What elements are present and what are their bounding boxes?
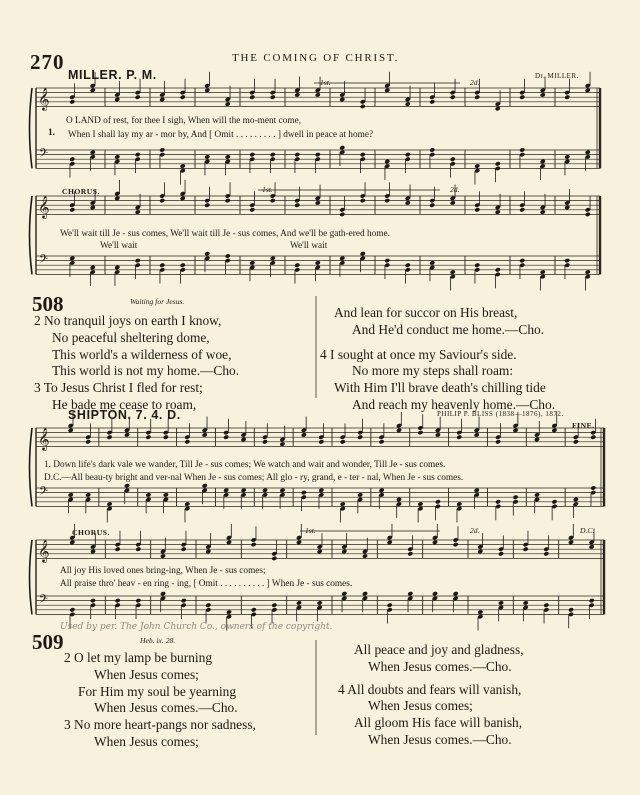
bass-clef: 𝄢: [39, 485, 48, 502]
note-head: [296, 600, 302, 605]
chorus-lyric-bass: We'll wait: [100, 241, 138, 251]
first-ending-label: 1st.: [320, 78, 331, 87]
tune-title: SHIPTON. 7. 4. D.: [68, 408, 181, 422]
note-head: [294, 203, 300, 208]
note-head: [159, 263, 165, 268]
second-ending-label: 2d.: [470, 526, 480, 535]
verse-line: 3 No more heart-pangs nor sadness,: [64, 717, 256, 733]
verse-line: This world's a wilderness of woe,: [52, 346, 232, 362]
note-head: [534, 492, 540, 497]
note-head: [180, 196, 186, 201]
handwritten-note: Used by per. The John Church Co., owners of the copyright.: [60, 622, 333, 632]
composer-credit: Dr. MILLER.: [535, 72, 579, 80]
note-head: [68, 428, 74, 433]
lyric-line: 1. Down life's dark vale we wander, Till Je - sus comes; We watch and wait and wonder, Till Je - sus comes.: [44, 460, 446, 470]
verse-line: And He'd conduct me home.—Cho.: [352, 321, 545, 337]
note-head: [456, 501, 462, 506]
note-head: [225, 198, 231, 203]
note-head: [135, 598, 141, 603]
note-head: [495, 209, 501, 214]
note-head: [384, 88, 390, 93]
note-head: [90, 598, 96, 603]
note-head: [159, 198, 165, 203]
note-head: [114, 265, 120, 270]
note-head: [568, 607, 574, 612]
treble-clef: 𝄞: [38, 87, 50, 111]
note-head: [341, 549, 347, 554]
hymn-509-verses-left: [64, 650, 256, 751]
note-head: [407, 591, 413, 596]
note-head: [589, 598, 595, 603]
note-head: [396, 428, 402, 433]
note-head: [315, 152, 321, 157]
note-head: [301, 432, 307, 437]
verse-line: And lean for succor on His breast,: [334, 305, 518, 320]
note-head: [301, 490, 307, 495]
note-head: [534, 437, 540, 442]
note-head: [417, 430, 423, 435]
note-head: [360, 198, 366, 203]
note-head: [181, 598, 187, 603]
note-head: [249, 207, 255, 212]
note-head: [223, 435, 229, 440]
note-head: [318, 488, 324, 493]
verse-line: 2 O let my lamp be burning: [64, 650, 213, 665]
verse-line: 4 All doubts and fears will vanish,: [338, 681, 522, 697]
note-head: [362, 591, 368, 596]
note-head: [519, 258, 525, 263]
note-head: [241, 488, 247, 493]
note-head: [124, 432, 130, 437]
brace: [30, 196, 33, 274]
note-head: [135, 209, 141, 214]
note-head: [340, 439, 346, 444]
lyric-line: D.C.—All beau-ty bright and ver-nal When Je - sus comes; All glo - ry, grand, e - ter - nal, When Je - sus comes.: [44, 473, 464, 483]
note-head: [429, 99, 435, 104]
note-head: [564, 205, 570, 210]
note-head: [339, 256, 345, 261]
note-head: [180, 95, 186, 100]
note-head: [417, 501, 423, 506]
note-head: [270, 198, 276, 203]
note-head: [379, 488, 385, 493]
note-head: [225, 101, 231, 106]
verse-line: 3 To Jesus Christ I fled for rest;: [34, 380, 203, 396]
note-head: [317, 600, 323, 605]
note-head: [163, 435, 169, 440]
note-head: [477, 609, 483, 614]
note-head: [145, 492, 151, 497]
fine-mark: FINE.: [572, 421, 595, 430]
note-head: [429, 147, 435, 152]
note-head: [519, 207, 525, 212]
note-head: [456, 435, 462, 440]
note-head: [405, 101, 411, 106]
note-head: [432, 540, 438, 545]
note-head: [513, 428, 519, 433]
note-head: [450, 269, 456, 274]
note-head: [270, 95, 276, 100]
note-head: [495, 106, 501, 111]
hymn-508-verses-right: [320, 305, 555, 414]
note-head: [160, 553, 166, 558]
note-head: [294, 152, 300, 157]
note-head: [379, 439, 385, 444]
note-head: [135, 258, 141, 263]
note-head: [205, 603, 211, 608]
note-head: [585, 269, 591, 274]
note-head: [495, 439, 501, 444]
hymn-subject: Heb. ix. 28.: [140, 636, 176, 645]
note-head: [225, 154, 231, 159]
note-head: [551, 499, 557, 504]
composer-credit: PHILIP P. BLISS (1838—1876), 1872.: [437, 410, 564, 418]
verse-line: All peace and joy and gladness,: [354, 642, 524, 657]
note-head: [589, 544, 595, 549]
treble-clef: 𝄞: [38, 427, 50, 451]
note-head: [124, 483, 130, 488]
brace: [30, 88, 33, 168]
note-head: [450, 95, 456, 100]
note-head: [341, 591, 347, 596]
verse-line: When Jesus comes.—Cho.: [368, 731, 512, 747]
verse-line: For Him my soul be yearning: [78, 683, 237, 699]
note-head: [432, 591, 438, 596]
note-head: [180, 163, 186, 168]
note-head: [573, 497, 579, 502]
note-head: [249, 95, 255, 100]
note-head: [474, 263, 480, 268]
note-head: [540, 159, 546, 164]
tune-title: MILLER. P. M.: [68, 68, 157, 82]
note-head: [564, 258, 570, 263]
note-head: [296, 540, 302, 545]
note-head: [357, 435, 363, 440]
note-head: [405, 200, 411, 205]
note-head: [270, 152, 276, 157]
note-head: [585, 88, 591, 93]
verse-line: This world is not my home.—Cho.: [52, 363, 240, 379]
note-head: [159, 97, 165, 102]
note-head: [181, 547, 187, 552]
note-head: [225, 253, 231, 258]
note-head: [204, 154, 210, 159]
chorus-label: CHORUS.: [72, 528, 110, 537]
verse-number: 1.: [48, 128, 55, 138]
dc-mark: D.C.: [580, 526, 595, 535]
note-head: [318, 439, 324, 444]
note-head: [90, 150, 96, 155]
note-head: [362, 553, 368, 558]
verse-line: He bade me cease to roam,: [52, 396, 197, 412]
note-head: [262, 488, 268, 493]
note-head: [543, 551, 549, 556]
bass-clef: 𝄢: [39, 253, 48, 270]
note-head: [498, 600, 504, 605]
chorus-lyric: We'll wait till Je - sus comes, We'll wait till Je - sus comes, And we'll be gath-ered home.: [60, 229, 390, 239]
note-head: [405, 263, 411, 268]
note-head: [107, 435, 113, 440]
note-head: [249, 260, 255, 265]
note-head: [495, 499, 501, 504]
note-head: [114, 97, 120, 102]
note-head: [585, 212, 591, 217]
verse-line: 4 I sought at once my Saviour's side.: [320, 346, 517, 362]
note-head: [68, 492, 74, 497]
note-head: [115, 547, 121, 552]
note-head: [474, 207, 480, 212]
note-head: [69, 256, 75, 261]
verse-line: No peaceful sheltering dome,: [52, 329, 210, 345]
note-head: [294, 92, 300, 97]
verse-line: With Him I'll brave death's chilling tide: [334, 380, 546, 396]
note-head: [435, 432, 441, 437]
note-head: [384, 159, 390, 164]
note-head: [204, 88, 210, 93]
chorus-label: CHORUS.: [62, 187, 100, 196]
hymn-509-verses-right: [338, 642, 524, 749]
verse-line: When Jesus comes.—Cho.: [368, 658, 512, 674]
note-head: [107, 501, 113, 506]
note-head: [145, 435, 151, 440]
note-head: [85, 492, 91, 497]
brace: [30, 540, 33, 614]
note-head: [564, 154, 570, 159]
note-head: [184, 439, 190, 444]
verse-line: 2 No tranquil joys on earth I know,: [34, 313, 222, 328]
note-head: [223, 488, 229, 493]
note-head: [180, 263, 186, 268]
note-head: [405, 152, 411, 157]
verse-line: When Jesus comes;: [368, 698, 473, 714]
note-head: [90, 265, 96, 270]
note-head: [540, 269, 546, 274]
note-head: [384, 258, 390, 263]
note-head: [498, 551, 504, 556]
note-head: [69, 207, 75, 212]
note-head: [315, 200, 321, 205]
note-head: [474, 163, 480, 168]
note-head: [540, 209, 546, 214]
note-head: [540, 92, 546, 97]
note-head: [241, 437, 247, 442]
note-head: [163, 492, 169, 497]
note-head: [360, 104, 366, 109]
verse-line: When Jesus comes;: [94, 733, 199, 749]
note-head: [317, 549, 323, 554]
note-head: [551, 428, 557, 433]
treble-clef: 𝄞: [38, 195, 50, 219]
hymn-number: 508: [32, 292, 64, 316]
verse-line: When Jesus comes;: [94, 666, 199, 682]
hymn-508-verses-left: [34, 313, 239, 414]
bass-clef: 𝄢: [39, 147, 48, 164]
first-ending-label: 1st.: [305, 526, 316, 535]
note-head: [474, 432, 480, 437]
note-head: [270, 256, 276, 261]
lyric-line: O LAND of rest, for thee I sigh, When will the mo-ment come,: [66, 116, 302, 126]
note-head: [315, 260, 321, 265]
note-head: [590, 485, 596, 490]
note-head: [339, 212, 345, 217]
note-head: [387, 540, 393, 545]
note-head: [339, 97, 345, 102]
note-head: [477, 549, 483, 554]
note-head: [543, 603, 549, 608]
note-head: [90, 88, 96, 93]
note-head: [114, 154, 120, 159]
note-head: [202, 432, 208, 437]
note-head: [585, 150, 591, 155]
note-head: [226, 609, 232, 614]
note-head: [429, 203, 435, 208]
note-head: [294, 263, 300, 268]
note-head: [90, 549, 96, 554]
chorus-lyric: All praise thro' heav - en ring - ing, [ Omit . . . . . . . . . . ] When Je - sus comes.: [60, 579, 353, 589]
note-head: [519, 147, 525, 152]
note-head: [387, 603, 393, 608]
note-head: [135, 95, 141, 100]
note-head: [184, 501, 190, 506]
note-head: [435, 499, 441, 504]
note-head: [204, 203, 210, 208]
page-number: 270: [30, 50, 65, 74]
verse-line: All gloom His face will banish,: [354, 715, 523, 731]
note-head: [360, 152, 366, 157]
note-head: [204, 251, 210, 256]
note-head: [407, 551, 413, 556]
note-head: [453, 591, 459, 596]
note-head: [279, 488, 285, 493]
note-head: [357, 492, 363, 497]
verse-line: No more my steps shall roam:: [352, 363, 514, 379]
note-head: [523, 547, 529, 552]
note-head: [160, 591, 166, 596]
note-head: [262, 439, 268, 444]
note-head: [450, 157, 456, 162]
note-head: [513, 495, 519, 500]
hymn-number: 509: [32, 630, 64, 654]
note-head: [271, 603, 277, 608]
second-ending-label: 2d.: [450, 185, 460, 194]
note-head: [474, 95, 480, 100]
note-head: [226, 540, 232, 545]
note-head: [315, 92, 321, 97]
note-head: [69, 99, 75, 104]
note-head: [450, 200, 456, 205]
note-head: [523, 600, 529, 605]
note-head: [453, 542, 459, 547]
note-head: [573, 439, 579, 444]
treble-clef: 𝄞: [38, 539, 50, 563]
note-head: [205, 549, 211, 554]
note-head: [396, 497, 402, 502]
note-head: [135, 152, 141, 157]
note-head: [114, 196, 120, 201]
verse-line: And reach my heavenly home.—Cho.: [352, 396, 556, 412]
note-head: [564, 95, 570, 100]
note-head: [249, 152, 255, 157]
note-head: [474, 488, 480, 493]
note-head: [159, 147, 165, 152]
lyric-line: When I shall lay my ar - mor by, And [ Omit . . . . . . . . . ] dwell in peace at home?: [68, 130, 374, 140]
note-head: [90, 205, 96, 210]
note-head: [135, 547, 141, 552]
note-head: [495, 161, 501, 166]
brace: [30, 428, 33, 506]
note-head: [340, 501, 346, 506]
hymn-subject: Waiting for Jesus.: [130, 297, 185, 306]
note-head: [85, 439, 91, 444]
bass-clef: 𝄢: [39, 593, 48, 610]
note-head: [69, 607, 75, 612]
note-head: [384, 198, 390, 203]
verse-line: When Jesus comes.—Cho.: [94, 700, 238, 716]
second-ending-label: 2d.: [470, 78, 480, 87]
note-head: [271, 556, 277, 561]
note-head: [69, 157, 75, 162]
note-head: [279, 441, 285, 446]
running-head: THE COMING OF CHRIST.: [232, 52, 400, 64]
note-head: [519, 95, 525, 100]
verse-spacer: [320, 339, 555, 347]
note-head: [115, 598, 121, 603]
note-head: [202, 483, 208, 488]
chorus-lyric-bass: We'll wait: [290, 241, 328, 251]
note-head: [251, 607, 257, 612]
note-head: [568, 540, 574, 545]
note-head: [69, 540, 75, 545]
note-head: [339, 145, 345, 150]
chorus-lyric: All joy His loved ones bring-ing, When Je - sus comes;: [60, 566, 266, 576]
first-ending-label: 1st.: [262, 185, 273, 194]
note-head: [429, 260, 435, 265]
note-head: [360, 251, 366, 256]
note-head: [251, 542, 257, 547]
note-head: [590, 435, 596, 440]
note-head: [495, 267, 501, 272]
